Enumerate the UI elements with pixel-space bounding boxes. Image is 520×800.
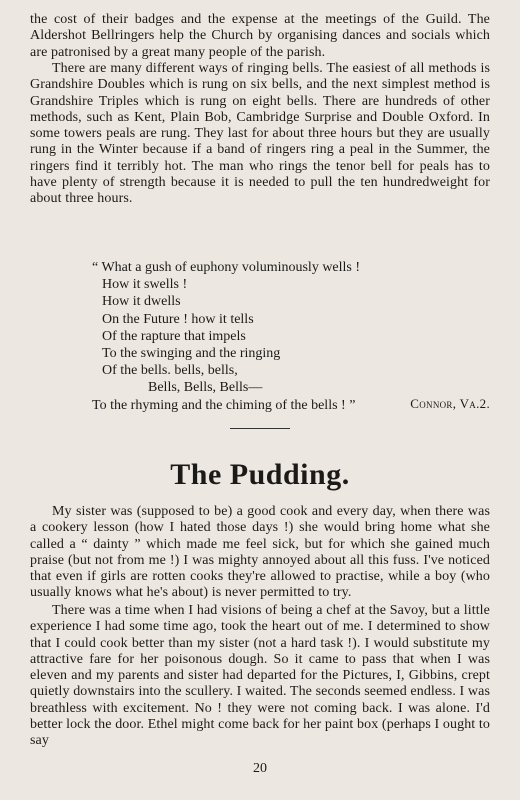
paragraph-guild-costs: the cost of their badges and the expense at the meetings of the Guild. The Aldershot Bellringers help the Church by organising dances and socials which are patronised by a great many people of the parish. <box>30 12 490 60</box>
section-divider <box>230 428 290 429</box>
poem <box>92 259 492 414</box>
page-number: 20 <box>253 761 267 776</box>
poem-line: How it swells ! <box>102 277 188 293</box>
poem-line: To the rhyming and the chiming of the bells ! ” <box>92 397 356 413</box>
paragraph-sister-cook: My sister was (supposed to be) a good cook and every day, when there was a cookery lesson (how I hated those days !) she would bring home what she called a “ dainty ” which made me feel sick, but for which she gained much praise (but not from me !) I was mighty annoyed about all this fuss. I've noticed that even if girls are rotten cooks they're allowed to practise, while a boy (who usually knows what he's about) is never permitted to try. <box>30 504 490 601</box>
poem-attribution: Connor, Va.2. <box>410 396 490 411</box>
section-heading: The Pudding. <box>170 458 350 491</box>
paragraph-ringing-methods: There are many different ways of ringing bells. The easiest of all methods is Grandshire Doubles which is rung on six bells, and the next simplest method is Grandshire Triples which is rung on eight bells. There are hundreds of other methods, such as Kent, Plain Bob, Cambridge Surprise and Double Oxford. In some towers peals are rung. They last for about three hours but they are usually rung in the Winter because if a band of ringers ring a peal in the Summer, the ringers find it terribly hot. The man who rings the tenor bell for peals has to have plenty of strength because it is needed to pull the ten hundredweight for about three hours. <box>30 61 490 207</box>
poem-line: “ What a gush of euphony voluminously wells ! <box>92 260 361 275</box>
poem-line: Of the bells. bells, bells, <box>102 363 238 379</box>
poem-line: On the Future ! how it tells <box>102 311 254 327</box>
poem-line: How it dwells <box>102 294 181 310</box>
paragraph-chef-savoy: There was a time when I had visions of being a chef at the Savoy, but a little experience I had some time ago, took the heart out of me. I determined to show that I could cook better than my sister (not a hard task !). I would substitute my attractive fare for her poisonous dough. So it came to pass that when I was eleven and my parents and sister had departed for the Pictures, I, Gibbins, crept quietly downstairs into the scullery. I waited. The seconds seemed endless. I was breathless with excitement. No ! they were not coming back. I was alone. I'd better lock the door. Ethel might come back for her paint box (perhaps I ought to say <box>30 603 490 749</box>
poem-line: To the swinging and the ringing <box>102 346 281 362</box>
poem-line: Of the rapture that impels <box>102 328 246 344</box>
poem-line: Bells, Bells, Bells— <box>148 380 263 396</box>
